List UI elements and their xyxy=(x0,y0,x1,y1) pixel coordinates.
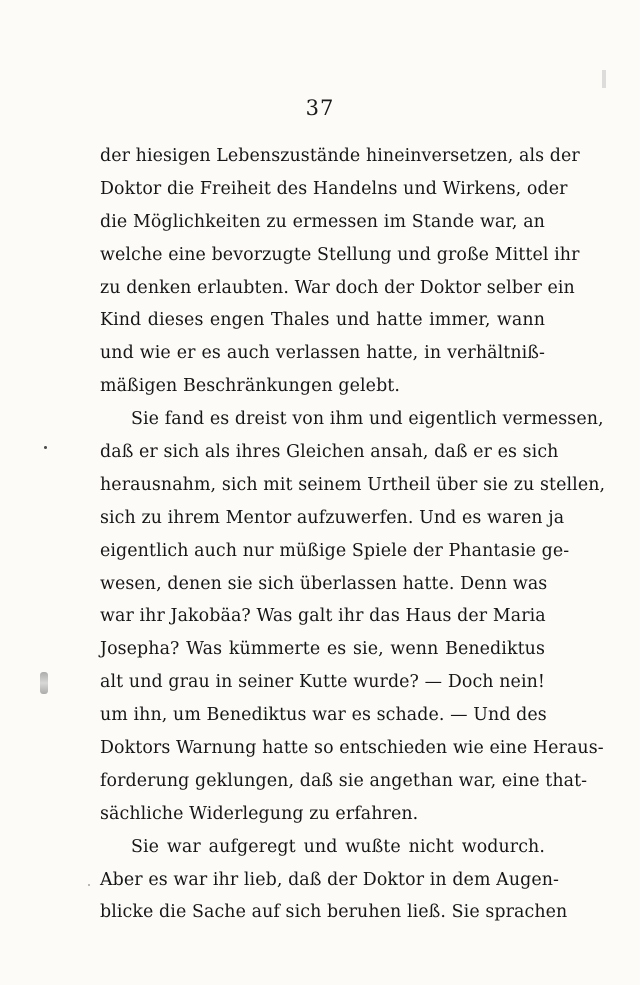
page-edge-smudge xyxy=(602,70,606,88)
text-line: herausnahm, sich mit seinem Urtheil über sie zu stellen, xyxy=(100,474,606,495)
ink-speck xyxy=(44,446,47,449)
text-line: alt und grau in seiner Kutte wurde? — Doch nein! xyxy=(100,672,545,693)
text-line: wesen, denen sie sich überlassen hatte. Denn was xyxy=(100,573,548,594)
text-line: die Möglichkeiten zu ermessen im Stande war, an xyxy=(100,211,545,232)
text-line: und wie er es auch verlassen hatte, in verhältniß- xyxy=(100,343,545,364)
text-line: forderung geklungen, daß sie angethan war, eine that- xyxy=(100,770,588,791)
text-line: Josepha? Was kümmerte es sie, wenn Benediktus xyxy=(100,639,545,660)
text-line: der hiesigen Lebenszustände hineinversetzen, als der xyxy=(100,146,580,166)
page-number: 37 xyxy=(305,96,335,120)
text-line: sich zu ihrem Mentor aufzuwerfen. Und es waren ja xyxy=(100,507,565,528)
text-line: Doktor die Freiheit des Handelns und Wirkens, oder xyxy=(100,178,568,199)
text-line: Aber es war ihr lieb, daß der Doktor in dem Augen- xyxy=(100,869,560,890)
text-line: um ihn, um Benediktus war es schade. — Und des xyxy=(100,705,547,726)
body-text xyxy=(100,140,606,929)
text-line: eigentlich auch nur müßige Spiele der Phantasie ge- xyxy=(100,540,570,561)
ink-speck xyxy=(88,884,90,886)
text-line: mäßigen Beschränkungen gelebt. xyxy=(100,376,401,397)
text-line: Sie war aufgeregt und wußte nicht wodurch. xyxy=(131,836,545,857)
page-edge-stain xyxy=(40,672,48,694)
text-line: zu denken erlaubten. War doch der Doktor selber ein xyxy=(100,277,575,298)
text-line: sächliche Widerlegung zu erfahren. xyxy=(100,803,419,824)
text-line: Kind dieses engen Thales und hatte immer, wann xyxy=(100,310,545,331)
text-line: Doktors Warnung hatte so entschieden wie eine Heraus- xyxy=(100,738,604,759)
text-line: war ihr Jakobäa? Was galt ihr das Haus der Maria xyxy=(100,606,546,627)
text-line: welche eine bevorzugte Stellung und große Mittel ihr xyxy=(100,244,580,265)
text-line: Sie fand es dreist von ihm und eigentlich vermessen, xyxy=(131,409,604,430)
text-line: daß er sich als ihres Gleichen ansah, daß er es sich xyxy=(100,442,559,463)
text-line: blicke die Sache auf sich beruhen ließ. Sie sprachen xyxy=(100,902,568,923)
